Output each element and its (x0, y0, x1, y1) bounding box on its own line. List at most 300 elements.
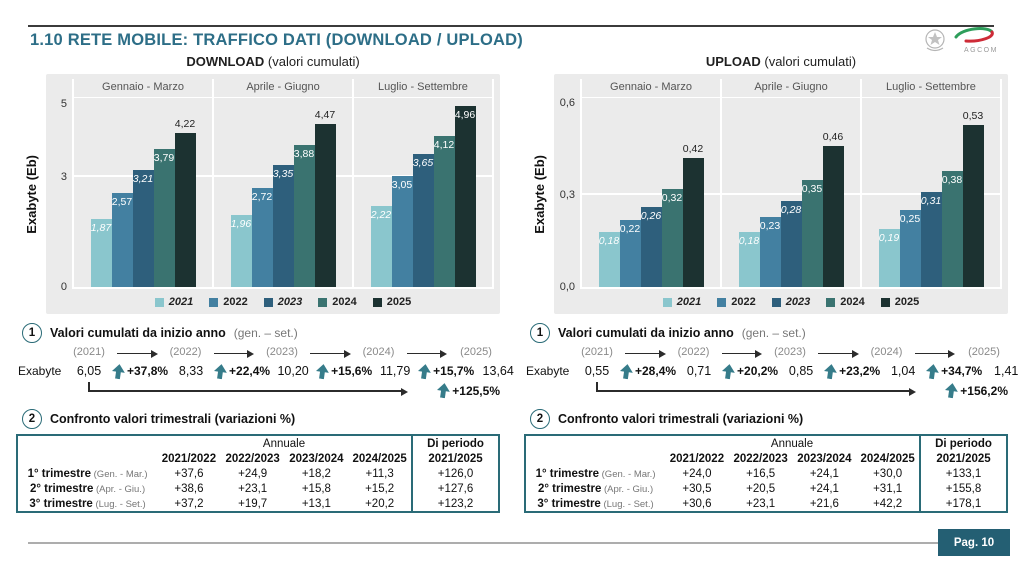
bar-2022 (900, 210, 921, 287)
agcom-swoosh-icon (956, 29, 992, 42)
arrow-line (407, 353, 441, 355)
year-label: (2023) (266, 346, 298, 358)
y-tick: 0,3 (559, 189, 575, 202)
bar-2023 (781, 201, 802, 287)
increase-arrow-icon (925, 363, 940, 380)
bar-value-label: 4,12 (433, 139, 455, 152)
bar-2022 (392, 176, 413, 287)
row-label-cell (17, 496, 157, 512)
arrow-head (755, 350, 762, 358)
cumulative-value: 8,33 (178, 364, 204, 378)
bar-value-label: 1,96 (230, 218, 252, 231)
bar-value-label: 0,32 (661, 191, 683, 204)
bar-2021 (599, 232, 620, 287)
bar-value-label: 0,35 (801, 182, 823, 195)
annual-group-header: Annuale (770, 437, 814, 450)
facet-panel (720, 79, 860, 287)
increase-arrow-icon (417, 363, 432, 380)
bar-value-label: 4,22 (174, 117, 196, 130)
delta-label: +22,4% (229, 364, 271, 378)
legend-label: 2025 (386, 296, 412, 308)
bar-2024 (434, 136, 455, 287)
arrow-head (948, 350, 955, 358)
column-header: 2023/2024 (797, 452, 852, 465)
period-value-cell: +178,1 (920, 496, 1007, 512)
increase-arrow-icon (619, 363, 634, 380)
agcom-logo-text: AGCOM (964, 47, 998, 54)
facet-panel (212, 79, 352, 287)
bar-2025 (822, 131, 844, 287)
legend-item-2022 (717, 296, 755, 308)
table-row (17, 496, 499, 512)
cumulative-value: 0,55 (584, 364, 610, 378)
period-group-header: Di periodo (920, 435, 1007, 451)
total-change (945, 383, 1008, 398)
bar-2025 (455, 106, 476, 287)
bar-2023 (133, 170, 154, 287)
right-arrow-icon (813, 346, 864, 361)
legend-item-2024 (318, 296, 356, 308)
row-label: 2° trimestre (537, 482, 602, 495)
year-label: (2022) (677, 346, 710, 358)
bar-value-label: 4,47 (314, 108, 336, 121)
bar-value-label: 0,19 (878, 231, 900, 244)
year-label: (2021) (581, 346, 613, 358)
column-header: 2021/2022 (161, 452, 217, 465)
facet-header: Aprile - Giugno (246, 81, 320, 93)
facet-plot (582, 97, 720, 287)
legend-label: 2022 (223, 296, 248, 308)
row-label-cell (525, 466, 665, 481)
cumulative-value: 1,41 (994, 364, 1019, 378)
legend-swatch-icon (155, 298, 164, 307)
arrow-head (659, 350, 666, 358)
row-sublabel: (Gen. - Mar.) (599, 468, 656, 480)
bar-value-label: 0,23 (759, 219, 781, 232)
arrow-head (151, 350, 158, 358)
bar-2021 (739, 232, 760, 287)
bar-2025 (314, 108, 336, 287)
row-sublabel: (Gen. - Mar.) (91, 468, 148, 480)
bar-value-label: 3,79 (153, 151, 175, 164)
arrow-head (344, 350, 351, 358)
step-number-badge: 1 (22, 323, 42, 343)
legend-item-2022 (209, 296, 247, 308)
year-label: (2023) (774, 346, 806, 358)
delta-label: +37,8% (127, 364, 169, 378)
total-change-label: +125,5% (452, 383, 500, 398)
delta-label: +28,4% (635, 364, 677, 378)
cumulative-value: 13,64 (482, 364, 514, 378)
value-cell: +38,6 (174, 482, 204, 495)
value-cell: +23,1 (746, 497, 776, 510)
legend-swatch-icon (264, 298, 273, 307)
cumulative-heading: 1 Valori cumulati da inizio anno (gen. – set.) (22, 323, 500, 343)
bar-value-label: 1,87 (90, 221, 112, 234)
period-value-cell: +123,2 (412, 496, 499, 512)
table-row (525, 496, 1007, 512)
bar-value-label: 0,22 (619, 222, 641, 235)
facet-header: Gennaio - Marzo (102, 81, 184, 93)
row-label-cell (17, 481, 157, 496)
total-connector-arrowhead (401, 388, 408, 396)
period-column-header: 2021/2025 (412, 451, 499, 466)
legend-item-2021 (155, 296, 193, 308)
cumulative-values-row (16, 361, 514, 381)
legend-item-2024 (826, 296, 864, 308)
value-cell: +20,5 (746, 482, 776, 495)
bar-value-label: 0,31 (920, 195, 942, 207)
legend-swatch-icon (881, 298, 890, 307)
row-label: 1° trimestre (535, 467, 599, 480)
arrow-head (247, 350, 254, 358)
chart-block-upload (524, 54, 1019, 513)
legend-item-2021 (663, 296, 701, 308)
cumulative-years-row (524, 346, 1008, 361)
bar-value-label: 0,28 (780, 204, 802, 217)
value-cell: +20,2 (365, 497, 395, 510)
legend-swatch-icon (826, 298, 835, 307)
table-row (525, 466, 1007, 481)
plot-area (72, 79, 494, 289)
arrow-line (625, 353, 659, 355)
bar-value-label: 3,88 (293, 148, 315, 161)
legend-label: 2021 (168, 296, 194, 308)
delta-label: +34,7% (941, 364, 983, 378)
row-sublabel: (Apr. - Giu.) (93, 483, 146, 495)
row-label: 1° trimestre (27, 467, 91, 480)
increase-arrow-icon (436, 382, 451, 399)
bar-value-label: 0,46 (822, 131, 844, 144)
right-arrow-icon (112, 346, 163, 361)
facet-header: Gennaio - Marzo (610, 81, 692, 93)
delta-label: +23,2% (839, 364, 881, 378)
y-tick: 5 (60, 98, 67, 111)
arrow-head (440, 350, 447, 358)
bar-2022 (760, 217, 781, 287)
legend-swatch-icon (209, 298, 218, 307)
right-arrow-icon (209, 346, 260, 361)
period-value-cell: +127,6 (412, 481, 499, 496)
unit-label: Exabyte (18, 364, 62, 378)
column-header: 2021/2022 (669, 452, 725, 465)
delta-change (824, 361, 880, 381)
legend-label: 2025 (894, 296, 920, 308)
arrow-line (310, 353, 344, 355)
bar-value-label: 0,53 (962, 109, 984, 122)
bar-group (74, 98, 212, 287)
value-cell: +16,5 (746, 467, 776, 480)
value-cell: +42,2 (873, 497, 903, 510)
legend-label: 2024 (332, 296, 357, 308)
delta-change (722, 361, 778, 381)
delta-label: +20,2% (737, 364, 779, 378)
empty-cell (525, 451, 665, 466)
value-cell: +30,5 (682, 482, 712, 495)
total-connector-arrowhead (909, 388, 916, 396)
row-label-cell (525, 496, 665, 512)
column-header: 2023/2024 (289, 452, 344, 465)
bar-value-label: 3,05 (391, 178, 413, 191)
facet-plot (214, 97, 352, 287)
y-axis-label: Exabyte (Eb) (531, 154, 547, 234)
comparison-heading: 2 Confronto valori trimestrali (variazioni %) (530, 409, 1008, 429)
step-number-badge: 2 (22, 409, 42, 429)
year-label: (2024) (870, 346, 903, 358)
cumulative-value: 1,04 (890, 364, 916, 378)
facet-panel (352, 79, 494, 287)
bar-2024 (294, 145, 315, 287)
right-arrow-icon (910, 346, 961, 361)
facet-plot (354, 97, 492, 287)
row-label: 2° trimestre (29, 482, 94, 495)
bar-2022 (620, 220, 641, 287)
charts-container (16, 54, 1019, 513)
value-cell: +24,1 (809, 467, 839, 480)
bar-value-label: 0,38 (941, 173, 963, 186)
value-cell: +18,2 (301, 467, 331, 480)
facet-plot (74, 97, 212, 287)
year-label: (2024) (362, 346, 395, 358)
year-label: (2025) (460, 346, 492, 358)
value-cell: +23,1 (238, 482, 268, 495)
increase-arrow-icon (315, 363, 330, 380)
cumulative-value: 0,85 (788, 364, 814, 378)
bar-2024 (662, 189, 683, 287)
bar-2025 (682, 143, 704, 287)
y-tick: 0,6 (559, 97, 575, 110)
y-axis-label: Exabyte (Eb) (23, 154, 39, 234)
facet-plot (722, 97, 860, 287)
total-change (437, 383, 500, 398)
increase-arrow-icon (213, 363, 228, 380)
y-axis-ticks (46, 79, 72, 293)
bar-2023 (273, 165, 294, 287)
right-arrow-icon (402, 346, 453, 361)
bar-group (722, 98, 860, 287)
table-row (17, 466, 499, 481)
legend-item-2023 (772, 296, 810, 308)
value-cell: +30,6 (682, 497, 712, 510)
value-cell: +13,1 (301, 497, 331, 510)
cumulative-value: 10,20 (277, 364, 309, 378)
bar-group (862, 98, 1000, 287)
facet-header: Luglio - Settembre (378, 81, 468, 93)
arrow-line (818, 353, 852, 355)
bar-value-label: 3,21 (132, 172, 154, 185)
value-cell: +11,3 (365, 467, 394, 480)
facet-panel (580, 79, 720, 287)
unit-label: Exabyte (526, 364, 570, 378)
legend-item-2025 (373, 296, 411, 308)
increase-arrow-icon (721, 363, 736, 380)
bar-2024 (154, 149, 175, 287)
period-value-cell: +155,8 (920, 481, 1007, 496)
empty-cell (17, 451, 157, 466)
facet-header: Luglio - Settembre (886, 81, 976, 93)
bar-2023 (413, 154, 434, 287)
arrow-line (722, 353, 756, 355)
bar-value-label: 3,35 (272, 167, 294, 180)
column-header: 2024/2025 (860, 452, 915, 465)
value-cell: +24,9 (238, 467, 268, 480)
increase-arrow-icon (823, 363, 838, 380)
row-sublabel: (Lug. - Set.) (600, 498, 654, 510)
legend-item-2023 (264, 296, 302, 308)
arrow-line (915, 353, 949, 355)
delta-change (418, 361, 474, 381)
bar-2021 (879, 229, 900, 287)
arrow-line (117, 353, 151, 355)
footer-divider (28, 542, 938, 544)
step-number-badge: 2 (530, 409, 550, 429)
value-cell: +24,0 (682, 467, 712, 480)
row-label: 3° trimestre (537, 497, 601, 510)
right-arrow-icon (620, 346, 671, 361)
row-label-cell (525, 481, 665, 496)
delta-change (620, 361, 676, 381)
legend-swatch-icon (772, 298, 781, 307)
table-header-row (17, 435, 499, 451)
legend-swatch-icon (373, 298, 382, 307)
facet-panel (72, 79, 212, 287)
bar-value-label: 0,25 (899, 213, 921, 226)
empty-cell (17, 435, 157, 451)
legend-label: 2023 (785, 296, 811, 308)
bar-2022 (112, 193, 133, 287)
row-label: 3° trimestre (29, 497, 93, 510)
delta-change (214, 361, 270, 381)
page-title: 1.10 RETE MOBILE: TRAFFICO DATI (DOWNLOAD / UPLOAD) (30, 31, 523, 49)
legend-swatch-icon (318, 298, 327, 307)
bar-value-label: 2,57 (111, 196, 133, 209)
legend-label: 2023 (277, 296, 303, 308)
chart-block-download (16, 54, 514, 513)
column-header: 2024/2025 (352, 452, 407, 465)
plot-area (580, 79, 1002, 289)
value-cell: +21,6 (809, 497, 839, 510)
arrow-head (852, 350, 859, 358)
value-cell: +24,1 (809, 482, 839, 495)
bar-value-label: 3,65 (412, 156, 434, 169)
chart-title-upload: UPLOAD (valori cumulati) (705, 54, 857, 69)
row-label-cell (17, 466, 157, 481)
bar-2024 (802, 180, 823, 287)
column-header: 2022/2023 (733, 452, 788, 465)
delta-change (926, 361, 982, 381)
row-sublabel: (Lug. - Set.) (92, 498, 146, 510)
legend-swatch-icon (663, 298, 672, 307)
table-subheader-row (17, 451, 499, 466)
year-label: (2021) (73, 346, 105, 358)
bar-value-label: 0,18 (738, 234, 760, 247)
total-connector-line (596, 382, 910, 392)
value-cell: +15,2 (365, 482, 395, 495)
legend-label: 2022 (731, 296, 756, 308)
table-row (17, 481, 499, 496)
period-group-header: Di periodo (412, 435, 499, 451)
increase-arrow-icon (944, 382, 959, 399)
comparison-table-download (16, 434, 500, 513)
right-arrow-icon (717, 346, 768, 361)
delta-change (316, 361, 372, 381)
column-header: 2022/2023 (225, 452, 280, 465)
comparison-table-upload (524, 434, 1008, 513)
table-subheader-row (525, 451, 1007, 466)
cumulative-value: 11,79 (379, 364, 411, 378)
bar-2023 (921, 192, 942, 287)
year-label: (2022) (169, 346, 202, 358)
y-axis-ticks (554, 79, 580, 293)
facet-plot (862, 97, 1000, 287)
italy-emblem-icon (926, 30, 944, 51)
y-tick: 3 (60, 171, 67, 184)
bar-group (582, 98, 720, 287)
bar-value-label: 0,26 (640, 210, 662, 223)
bar-group (354, 98, 492, 287)
year-label: (2025) (968, 346, 1000, 358)
value-cell: +30,0 (873, 467, 903, 480)
bar-2021 (371, 206, 392, 287)
legend-label: 2021 (676, 296, 702, 308)
legend-swatch-icon (717, 298, 726, 307)
bar-2021 (231, 215, 252, 287)
total-connector-line (88, 382, 402, 392)
bar-value-label: 2,72 (251, 190, 273, 203)
bar-2022 (252, 188, 273, 287)
bar-group (214, 98, 352, 287)
value-cell: +37,6 (174, 467, 204, 480)
bar-2025 (962, 109, 984, 287)
table-header-row (525, 435, 1007, 451)
delta-label: +15,7% (433, 364, 475, 378)
period-value-cell: +133,1 (920, 466, 1007, 481)
legend (72, 289, 494, 311)
value-cell: +15,8 (301, 482, 331, 495)
bar-value-label: 0,42 (682, 143, 704, 156)
arrow-line (214, 353, 248, 355)
bar-2021 (91, 219, 112, 287)
cumulative-values-row (524, 361, 1019, 381)
y-tick: 0,0 (559, 281, 575, 293)
cumulative-years-row (16, 346, 500, 361)
bar-2025 (174, 117, 196, 287)
table-row (525, 481, 1007, 496)
y-tick: 0 (60, 281, 67, 293)
step-number-badge: 1 (530, 323, 550, 343)
empty-cell (525, 435, 665, 451)
period-value-cell: +126,0 (412, 466, 499, 481)
legend-label: 2024 (840, 296, 865, 308)
header-divider (28, 25, 994, 27)
chart-title-download: DOWNLOAD (valori cumulati) (186, 54, 360, 69)
facet-panel (860, 79, 1002, 287)
value-cell: +37,2 (174, 497, 204, 510)
comparison-heading: 2 Confronto valori trimestrali (variazioni %) (22, 409, 500, 429)
right-arrow-icon (305, 346, 356, 361)
bar-value-label: 0,18 (598, 234, 620, 247)
cumulative-heading: 1 Valori cumulati da inizio anno (gen. – set.) (530, 323, 1008, 343)
value-cell: +31,1 (873, 482, 903, 495)
cumulative-value: 0,71 (686, 364, 712, 378)
bar-2023 (641, 207, 662, 287)
row-sublabel: (Apr. - Giu.) (601, 483, 654, 495)
bar-value-label: 2,22 (370, 208, 392, 221)
delta-label: +15,6% (331, 364, 373, 378)
annual-group-header: Annuale (262, 437, 306, 450)
facet-header: Aprile - Giugno (754, 81, 828, 93)
total-change-label: +156,2% (960, 383, 1008, 398)
